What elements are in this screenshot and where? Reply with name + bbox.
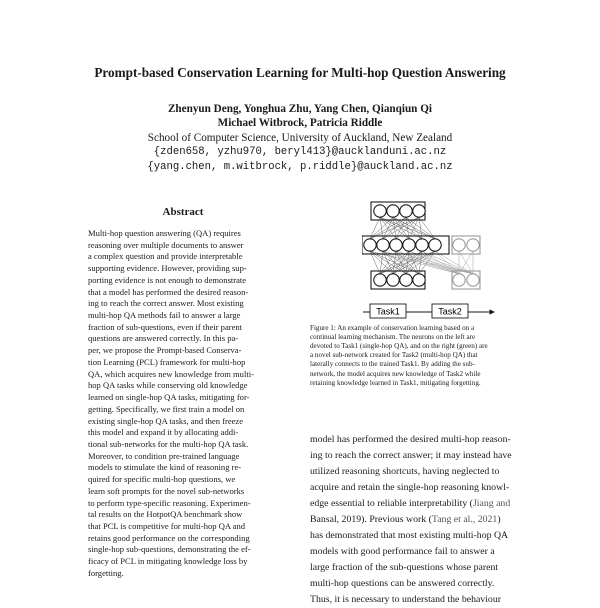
caption-line: continual learning mechanism. The neurons on the left are (310, 333, 476, 342)
abstract-line: porting evidence is not enough to demonstrate (88, 274, 247, 285)
abstract-line: hop QA tasks while conserving old knowledge (88, 380, 248, 391)
neuron (390, 239, 402, 251)
caption-line: devoted to Task1 (single-hop QA), and on the right (green) are (310, 342, 488, 351)
body-text-segment: edge essential to reliable interpretability ( (310, 498, 473, 509)
email-line-2: {yang.chen, m.witbrock, p.riddle}@auckland.ac.nz (147, 161, 453, 173)
abstract-line: fraction of sub-questions, even if their parent (88, 321, 243, 332)
neuron (429, 239, 441, 251)
new-neuron (467, 274, 479, 286)
caption-line: network, the model acquires new knowledge of Task2 while (310, 369, 481, 378)
body-text-segment: ) (497, 514, 501, 525)
neuron (374, 205, 386, 217)
neuron (377, 239, 389, 251)
abstract-line: tion Learning (PCL) framework for multi-hop (88, 356, 246, 367)
citation-link[interactable]: Jiang and (472, 498, 511, 509)
authors-line-2: Michael Witbrock, Patricia Riddle (217, 117, 383, 129)
connection-line (370, 251, 459, 274)
neuron (413, 205, 425, 217)
abstract-line: that PCL is competitive for multi-hop QA and (88, 521, 246, 531)
abstract-line: tal results on the HotpotQA benchmark show (88, 509, 243, 520)
body-line: model has performed the desired multi-hop reason- (310, 434, 511, 445)
abstract-line: Multi-hop question answering (QA) requires (88, 228, 241, 238)
body-line: large fraction of the sub-questions whose parent (310, 562, 499, 573)
authors-line-1: Zhenyun Deng, Yonghua Zhu, Yang Chen, Qianqiun Qi (167, 103, 433, 115)
neuron (374, 274, 386, 286)
abstract-line: multi-hop QA methods fail to answer a large (88, 310, 241, 321)
abstract-line: QA, which acquires new knowledge from multi- (88, 368, 254, 379)
new-neuron (467, 239, 479, 251)
body-line (310, 496, 546, 512)
caption-line: laterally connects to the trained Task1. By adding the sub- (310, 360, 475, 369)
network-neurons (364, 205, 479, 286)
abstract-line: retains good performance on the corresponding (88, 532, 250, 543)
body-text-segment: Bansal, 2019). Previous work ( (310, 514, 432, 525)
abstract-line: per, we propose the Prompt-based Conserva- (88, 345, 242, 356)
body-line: multi-hop questions can be answered correctly. (310, 578, 495, 589)
abstract-line: ficacy of PCL in mitigating knowledge loss by (88, 556, 248, 567)
body-line: models with good performance fail to answer a (310, 546, 495, 557)
abstract-line: supporting evidence. However, providing sup- (88, 263, 247, 274)
abstract-line: that a model has performed the desired reason- (88, 286, 249, 297)
citation-link[interactable]: Tang et al., 2021 (431, 514, 498, 525)
abstract-line: reasoning over multiple documents to answer (88, 239, 244, 250)
network-figure (362, 196, 522, 324)
task2-label: Task2 (438, 306, 462, 317)
paper-title: Prompt-based Conservation Learning for Multi-hop Question Answering (94, 65, 506, 80)
neuron (416, 239, 428, 251)
body-line: utilized reasoning shortcuts, having neglected to (310, 466, 500, 477)
caption-line: retaining knowledge learned in Task1, mitigating forgetting. (310, 378, 481, 387)
abstract-line: tional sub-networks for the multi-hop QA task. (88, 438, 249, 449)
abstract-line: models to stimulate the kind of reasoning re- (88, 462, 242, 473)
abstract-line: quired for specific multi-hop questions, we (88, 474, 236, 485)
new-neuron (453, 274, 465, 286)
neuron (403, 239, 415, 251)
neuron (364, 239, 376, 251)
body-line: Thus, it is necessary to understand the behaviour (310, 594, 501, 605)
abstract-line: single-hop sub-questions, demonstrating the ef- (88, 544, 251, 555)
abstract-line: to perform type-specific reasoning. Experimen- (88, 497, 251, 508)
abstract-line: existing single-hop QA tasks, and then freeze (88, 415, 243, 426)
neuron (387, 274, 399, 286)
body-line: ing to reach the correct answer; it may instead have (310, 450, 512, 461)
connection-line (409, 251, 459, 274)
caption-line: Figure 1: An example of conservation learning based on a (310, 324, 475, 332)
abstract-heading: Abstract (162, 206, 204, 218)
abstract-line: questions are answered correctly. In this pa- (88, 333, 239, 344)
neuron (387, 205, 399, 217)
abstract-line: ing to reach the correct answer. Most existing (88, 298, 244, 309)
abstract-line: forgetting. (88, 567, 124, 578)
email-line-1: {zden658, yzhu970, beryl413}@aucklanduni.ac.nz (153, 146, 447, 158)
abstract-line: getting. Specifically, we first train a model on (88, 403, 245, 414)
task1-label: Task1 (376, 306, 400, 317)
neuron (400, 205, 412, 217)
abstract-line: this model and expand it by allocating addi- (88, 427, 239, 438)
abstract-line: learned on single-hop QA tasks, mitigating for- (88, 392, 250, 403)
body-line: has demonstrated that most existing multi-hop QA (310, 530, 509, 541)
neuron (413, 274, 425, 286)
abstract-line: Moreover, to condition pre-trained language (88, 450, 240, 461)
abstract-line: learn soft prompts for the novel sub-networks (88, 485, 245, 496)
affiliation: School of Computer Science, University of Auckland, New Zealand (147, 132, 453, 144)
body-line: acquire and retain the single-hop reasoning knowl- (310, 482, 510, 493)
caption-line: a novel sub-network created for Task2 (multi-hop QA) that (310, 351, 478, 360)
abstract-line: a complex question and provide interpretable (88, 251, 243, 262)
new-neuron (453, 239, 465, 251)
neuron (400, 274, 412, 286)
body-line (310, 512, 546, 528)
